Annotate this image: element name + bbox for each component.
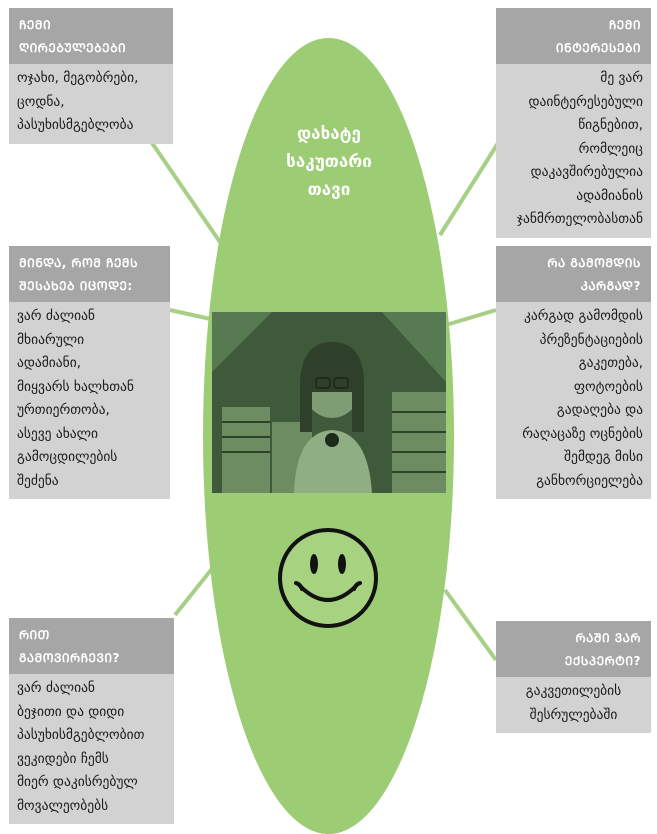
box-expert	[496, 621, 651, 733]
connector-interests	[440, 140, 500, 235]
box-good-at-text: კარგად გამომდის პრეზენტაციების გაკეთება, ფოტოების გადაღება და რაღაცაზე ოცნების შემდეგ მისი განხორციელება	[522, 308, 643, 489]
box-good-at	[496, 246, 651, 499]
box-expert-heading: ᲠᲐᲨᲘ ᲕᲐᲠ ᲔᲥᲡᲞᲔᲠᲢᲘ?	[496, 621, 651, 677]
student-photo-illustration	[212, 312, 446, 493]
box-expert-text: გაკვეთილების შესრულებაში	[525, 683, 622, 723]
box-values	[9, 8, 173, 144]
box-interests	[496, 8, 651, 238]
box-about-me-text: ვარ ძალიან მხიარული ადამიანი, მიყვარს ხალხთან ურთიერთობა, ასევე ახალი გამოცდილების შეძენა	[17, 308, 134, 489]
box-good-at-heading: ᲠᲐ ᲒᲐᲛᲝᲛᲓᲘᲡ ᲙᲐᲠᲒᲐᲓ?	[496, 246, 651, 302]
box-values-heading: ᲩᲔᲛᲘ ᲦᲘᲠᲔᲑᲣᲚᲔᲑᲔᲑᲘ	[9, 8, 173, 64]
connector-distinguish	[175, 565, 215, 615]
connector-values	[150, 140, 222, 245]
box-about-me-heading: ᲛᲘᲜᲓᲐ, ᲠᲝᲛ ᲩᲔᲛᲡ ᲨᲔᲡᲐᲮᲔᲑ ᲘᲪᲝᲓᲔ:	[9, 246, 170, 302]
box-distinguish-text: ვარ ძალიან ბეჯითი და დიდი პასუხისმგებლობით ვეკიდები ჩემს მიერ დაკისრებულ მოვალეობებს	[17, 680, 145, 814]
connector-expert	[445, 590, 496, 660]
center-title: დახატე საკუთარი თავი	[286, 124, 372, 200]
box-about-me	[9, 246, 170, 499]
smiley-face-icon	[276, 526, 380, 630]
box-values-text: ოჯახი, მეგობრები, ცოდნა, პასუხისმგებლობა	[17, 70, 139, 133]
box-interests-text: მე ვარ დაინტერესებული წიგნებით, რომლეიც დაკავშირებულია ადამიანის ჯანმრთელობასთან	[516, 70, 643, 227]
box-interests-heading: ᲩᲔᲛᲘ ᲘᲜᲢᲔᲠᲔᲡᲔᲑᲘ	[496, 8, 651, 64]
student-photo	[212, 312, 446, 493]
box-distinguish-heading: ᲠᲘᲗ ᲒᲐᲛᲝᲕᲘᲠᲩᲔᲕᲘ?	[9, 618, 174, 674]
connector-good-at	[446, 310, 496, 325]
box-distinguish	[9, 618, 174, 824]
